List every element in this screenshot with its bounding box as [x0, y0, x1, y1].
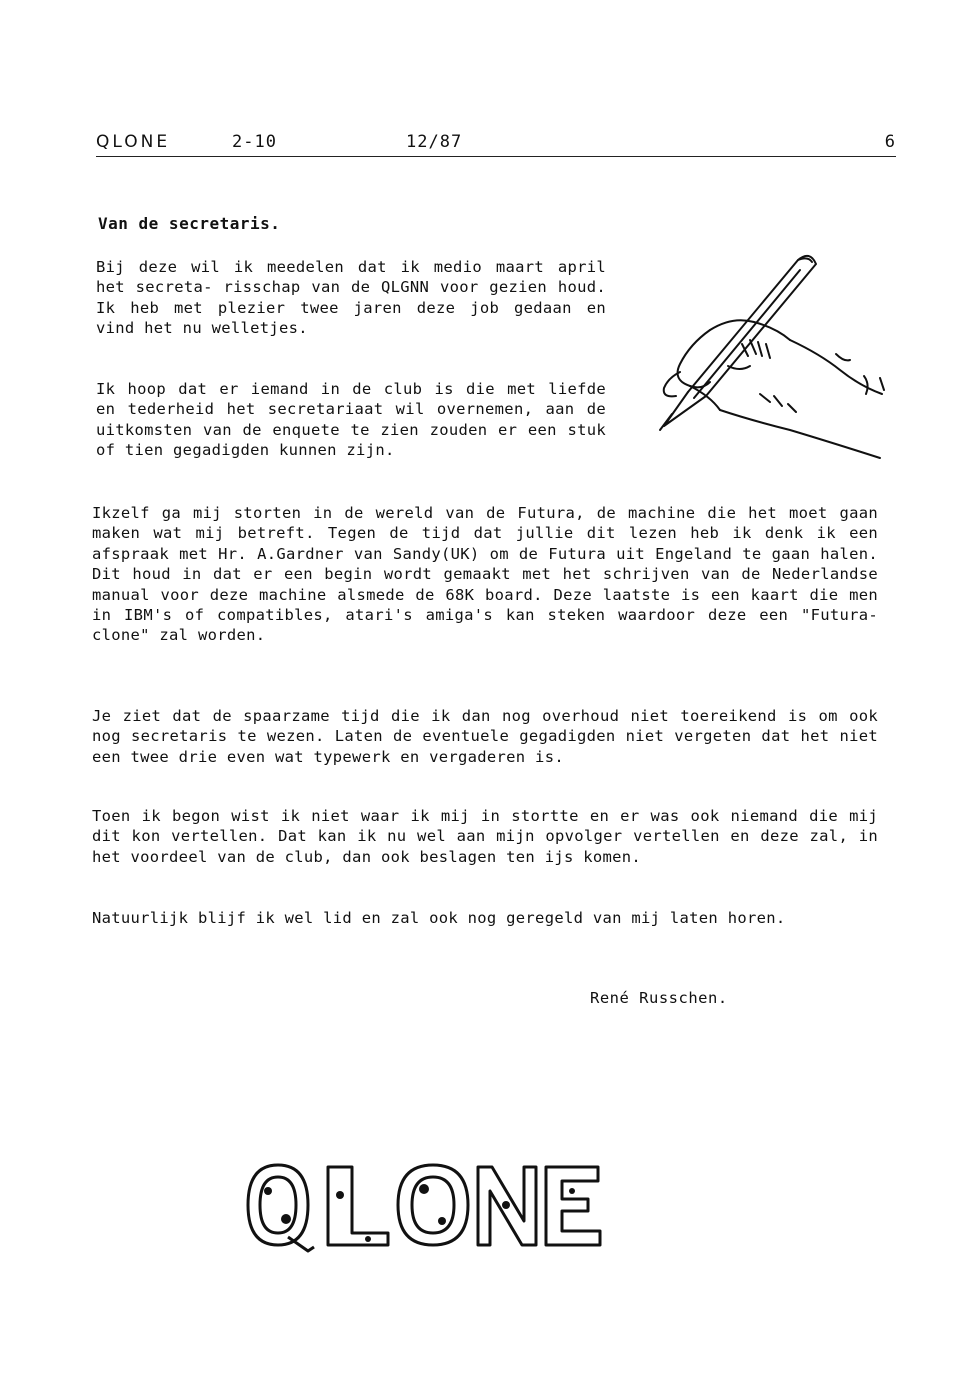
page-number: 6: [884, 132, 896, 152]
article-paragraph-3: Ikzelf ga mij storten in de wereld van de Futura, de machine die het moet gaan maken wat mij betreft. Tegen de tijd dat jullie dit lezen heb ik denk ik een afspraak met Hr. A.Gardner van Sandy(UK) om de Futura uit Engeland te gaan halen. Dit houd in dat er een begin wordt gemaakt met het schrijven van de Nederlandse manual voor deze machine alsmede de 68K board. Deze laatste is een kaart die men in IBM's of compatibles, atari's amiga's kan steken waardoor deze een "Futura-clone" zal worden.: [92, 504, 878, 645]
article-paragraph-4: Je ziet dat de spaarzame tijd die ik dan nog overhoud niet toereikend is om ook nog secretaris te wezen. Laten de eventuele gegadigden niet vergeten dat het niet een twee drie even wat typewerk en vergaderen is.: [92, 707, 878, 766]
hand-writing-with-pen-icon: [650, 244, 890, 464]
magazine-name: QLONE: [96, 132, 171, 152]
issue-number: 2-10: [232, 132, 277, 152]
issue-date: 12/87: [406, 132, 463, 152]
article-paragraph-5: Toen ik begon wist ik niet waar ik mij in stortte en er was ook niemand die mij dit kon vertellen. Dat kan ik nu wel aan mijn opvolger vertellen en deze zal, in het voordeel van de club, dan ook beslagen ten ijs komen.: [92, 807, 878, 866]
article-paragraph-1: Bij deze wil ik meedelen dat ik medio maart april het secreta- risschap van de QLGNN voor gezien houd. Ik heb met plezier twee jaren deze job gedaan en vind het nu welletjes.: [96, 258, 606, 338]
article-title: Van de secretaris.: [98, 214, 281, 233]
signature: René Russchen.: [590, 989, 728, 1007]
qlone-logo-icon: [228, 1155, 608, 1255]
page-header: [96, 130, 896, 157]
article-paragraph-6: Natuurlijk blijf ik wel lid en zal ook nog geregeld van mij laten horen.: [92, 909, 786, 927]
article-paragraph-2: Ik hoop dat er iemand in de club is die met liefde en tederheid het secretariaat wil overnemen, aan de uitkomsten van de enquete te zien zouden er een stuk of tien gegadigden kunnen zijn.: [96, 380, 606, 460]
